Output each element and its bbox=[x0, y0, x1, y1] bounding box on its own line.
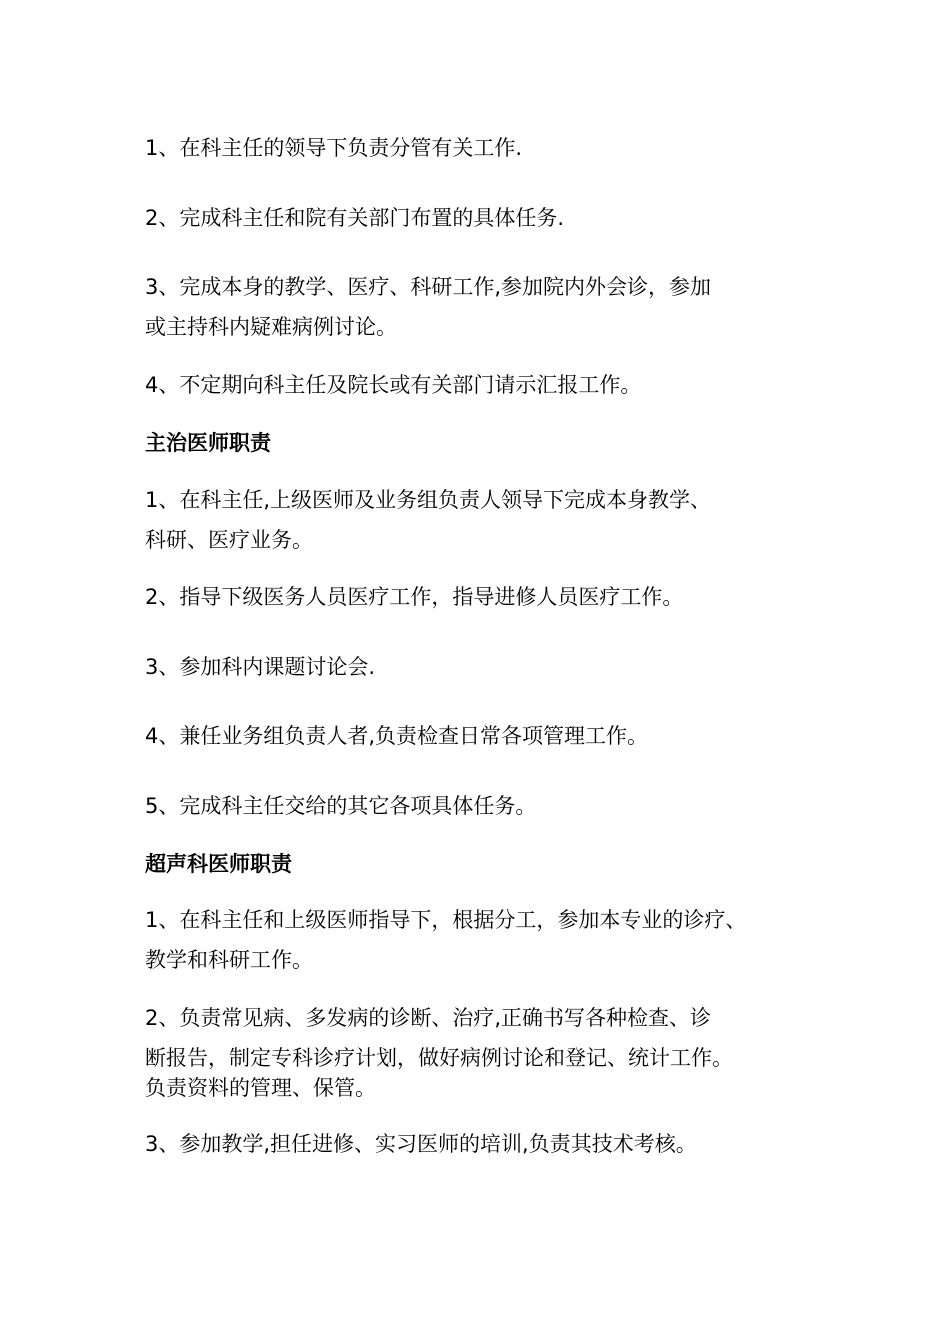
duty-item-2 bbox=[145, 198, 825, 238]
duty-item-text: 科研、医疗业务。 bbox=[145, 528, 313, 552]
duty-item-3 bbox=[145, 267, 825, 347]
ultrasound-item-1 bbox=[145, 900, 825, 980]
attending-item-2 bbox=[145, 577, 825, 617]
duty-item-text: 5、完成科主任交给的其它各项具体任务。 bbox=[145, 794, 537, 818]
heading-text: 超声科医师职责 bbox=[145, 852, 292, 876]
duty-item-text: 2、负责常见病、多发病的诊断、治疗,正确书写各种检查、诊 bbox=[145, 1006, 712, 1030]
ultrasound-item-3 bbox=[145, 1124, 825, 1164]
attending-item-1 bbox=[145, 480, 825, 560]
duty-item-text: 教学和科研工作。 bbox=[145, 948, 313, 972]
duty-item-text: 1、在科主任,上级医师及业务组负责人领导下完成本身教学、 bbox=[145, 488, 712, 512]
attending-item-4 bbox=[145, 716, 825, 756]
attending-item-3 bbox=[145, 647, 825, 687]
section-heading-attending-physician bbox=[145, 423, 825, 463]
duty-item-1 bbox=[145, 128, 825, 168]
duty-item-text: 3、参加科内课题讨论会. bbox=[145, 655, 376, 679]
duty-item-text: 3、参加教学,担任进修、实习医师的培训,负责其技术考核。 bbox=[145, 1132, 697, 1156]
duty-item-text: 2、完成科主任和院有关部门布置的具体任务. bbox=[145, 206, 565, 230]
duty-item-text: 断报告，制定专科诊疗计划，做好病例讨论和登记、统计工作。 bbox=[145, 1046, 733, 1070]
duty-item-text: 2、指导下级医务人员医疗工作，指导进修人员医疗工作。 bbox=[145, 585, 684, 609]
duty-item-text: 1、在科主任和上级医师指导下，根据分工，参加本专业的诊疗、 bbox=[145, 908, 747, 932]
duty-item-text: 1、在科主任的领导下负责分管有关工作. bbox=[145, 136, 523, 160]
duty-item-text: 或主持科内疑难病例讨论。 bbox=[145, 315, 397, 339]
duty-item-text: 4、不定期向科主任及院长或有关部门请示汇报工作。 bbox=[145, 373, 642, 397]
duty-item-text: 4、兼任业务组负责人者,负责检查日常各项管理工作。 bbox=[145, 724, 649, 748]
heading-text: 主治医师职责 bbox=[145, 431, 271, 455]
duty-item-4 bbox=[145, 365, 825, 405]
attending-item-5 bbox=[145, 786, 825, 826]
duty-item-text: 3、完成本身的教学、医疗、科研工作,参加院内外会诊，参加 bbox=[145, 275, 712, 299]
section-heading-ultrasound-physician bbox=[145, 844, 825, 884]
ultrasound-item-2 bbox=[145, 998, 825, 1108]
duty-item-text: 负责资料的管理、保管。 bbox=[145, 1076, 376, 1100]
